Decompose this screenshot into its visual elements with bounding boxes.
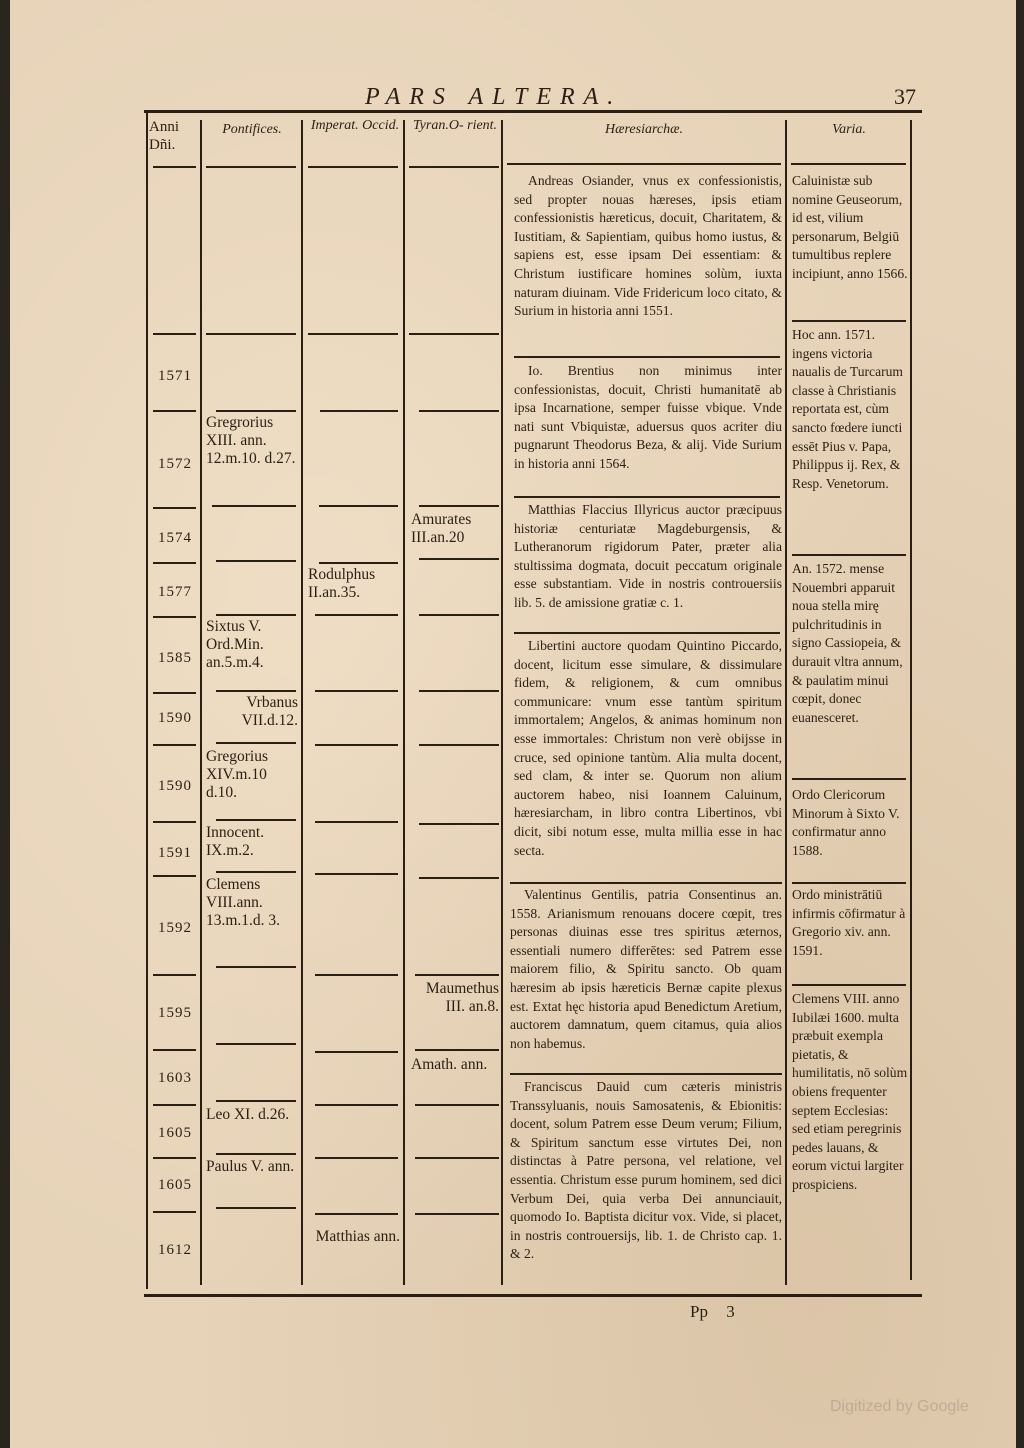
watermark: Digitized by Google: [830, 1398, 969, 1415]
header-haeresiarchae: Hæresiarchæ.: [605, 122, 683, 137]
row-rule: [419, 690, 499, 692]
year: 1585: [158, 650, 192, 666]
haeresiarcha-text: Andreas Osiander, vnus ex confessionistis, sed propter nouas hæreses, ipsis etiam confessionistis hæreticus, docuit, Charitatem, & Iustitiam, & Sapientiam, quibus homo iustus, & sapiens est, esse ipsam Dei essentiam: & Christum iustificare homines solùm, iuxta naturam diuinam. Vide Fridericum loco citato, & Surium in historia anni 1551.: [514, 173, 782, 319]
year: 1603: [158, 1070, 192, 1086]
row-rule: [153, 744, 196, 746]
tyrannus-entry: Amath. ann.: [411, 1056, 488, 1073]
row-rule: [419, 410, 499, 412]
row-rule: [216, 690, 296, 692]
row-rule: [315, 821, 398, 823]
row-rule: [319, 562, 398, 564]
year: 1612: [158, 1242, 192, 1258]
year: 1595: [158, 1005, 192, 1021]
header-imperat: Imperat. Occid.: [310, 118, 400, 133]
row-rule: [409, 333, 499, 335]
pontifex-entry: Vrbanus VII.d.12.: [241, 694, 298, 730]
row-rule: [419, 614, 499, 616]
row-rule: [216, 819, 296, 821]
row-rule: [153, 692, 196, 694]
row-rule: [153, 562, 196, 564]
row-rule: [153, 616, 196, 618]
haeresiarcha-entry: [514, 501, 782, 613]
varia-entry: Ordo Clericorum Minorum à Sixto V. confirmatur anno 1588.: [792, 787, 900, 858]
year: 1571: [158, 368, 192, 384]
signature-mark: Pp 3: [690, 1302, 735, 1321]
year: 1605: [158, 1177, 192, 1193]
row-rule: [319, 505, 398, 507]
col-divider: [200, 120, 202, 1285]
haeresiarcha-entry: [510, 886, 782, 1053]
entry-rule: [792, 778, 906, 780]
row-rule: [153, 410, 196, 412]
row-rule: [419, 558, 499, 560]
col-divider: [501, 120, 503, 1285]
header-anni: Anni Dñi.: [149, 119, 179, 153]
row-rule: [409, 166, 499, 168]
row-rule: [153, 1104, 196, 1106]
row-rule: [315, 1157, 398, 1159]
pontifex-entry: Sixtus V. Ord.Min. an.5.m.4.: [206, 618, 264, 672]
row-rule: [216, 871, 296, 873]
entry-rule: [514, 632, 780, 634]
col-divider: [301, 120, 303, 1285]
pontifex-entry: Paulus V. ann.: [206, 1158, 295, 1175]
entry-rule: [792, 984, 906, 986]
bottom-rule: [144, 1294, 922, 1297]
row-rule: [315, 873, 398, 875]
row-rule: [153, 821, 196, 823]
row-rule: [216, 1043, 296, 1045]
pontifex-entry: Clemens VIII.ann. 13.m.1.d. 3.: [206, 876, 281, 930]
entry-rule: [514, 496, 780, 498]
row-rule: [216, 1207, 296, 1209]
row-rule: [216, 560, 296, 562]
haeresiarcha-entry: [510, 1078, 782, 1264]
row-rule: [415, 1104, 499, 1106]
row-rule: [153, 333, 196, 335]
imperator-entry: Rodulphus II.an.35.: [308, 566, 376, 602]
row-rule: [206, 333, 296, 335]
row-rule: [153, 1211, 196, 1213]
entry-rule: [510, 882, 782, 884]
varia-entry: Caluinistæ sub nomine Geuseorum, id est, vilium personarum, Belgiū tumultibus replere incipiunt, anno 1566.: [792, 173, 908, 281]
year: 1590: [158, 710, 192, 726]
header-varia: Varia.: [832, 122, 866, 137]
row-rule: [308, 333, 398, 335]
entry-rule: [792, 554, 906, 556]
row-rule: [153, 1049, 196, 1051]
haeresiarcha-text: Franciscus Dauid cum cæteris ministris Transsyluanis, nouis Samosatenis, & Ebionitis: docent, solum Patrem esse Deum verum; Filium, & Spiritum sanctum esse virtutes Dei, non distinctas à Patre persona, vel relatione, vel essentia. Christum esse purum hominem, sed dici Verbum Dei, quia verba Dei annunciauit, quomodo Io. Baptista dicitur vox. Vide, si placet, in nostris controuersijs, lib. 1. de Christo cap. 1. & 2.: [510, 1079, 782, 1262]
imperator-entry: Matthias ann.: [315, 1228, 400, 1245]
year: 1577: [158, 584, 192, 600]
book-page: [10, 0, 1016, 1448]
row-rule: [153, 166, 196, 168]
row-rule: [419, 877, 499, 879]
row-rule: [315, 744, 398, 746]
haeresiarcha-entry: [514, 362, 782, 474]
varia-entry: Ordo ministrātiū infirmis cōfirmatur à Gregorio xiv. ann. 1591.: [792, 887, 906, 958]
row-rule: [415, 1157, 499, 1159]
varia-entry: Clemens VIII. anno Iubilæi 1600. multa præbuit exempla pietatis, & humilitatis, nō solùm obiens frequenter septem Ecclesias: sed etiam peregrinis pedes lauans, & eorum victui largiter prospiciens.: [792, 991, 908, 1192]
row-rule: [315, 974, 398, 976]
row-rule: [153, 507, 196, 509]
pontifex-entry: Gregrorius XIII. ann. 12.m.10. d.27.: [206, 414, 296, 468]
year: 1605: [158, 1125, 192, 1141]
row-rule: [791, 163, 906, 165]
row-rule: [216, 614, 296, 616]
row-rule: [216, 1100, 296, 1102]
row-rule: [419, 744, 499, 746]
year: 1590: [158, 778, 192, 794]
row-rule: [415, 1049, 499, 1051]
varia-entry: Hoc ann. 1571. ingens victoria naualis de Turcarum classe à Christianis reportata est, cùm sancto fœdere iuncti essēt Pius v. Papa, Philippus ij. Rex, & Resp. Venetorum.: [792, 327, 903, 491]
row-rule: [216, 966, 296, 968]
varia-entry: An. 1572. mense Nouembri apparuit noua stella mirę pulchritudinis in signo Cassiopeia, & durauit vltra annum, & paulatim minui cœpit, donec euanesceret.: [792, 561, 903, 725]
col-divider: [785, 120, 787, 1285]
entry-rule: [792, 320, 906, 322]
page-number: 37: [894, 84, 916, 109]
row-rule: [153, 875, 196, 877]
row-rule: [315, 1104, 398, 1106]
row-rule: [315, 614, 398, 616]
row-rule: [308, 166, 398, 168]
header-tyran: Tyran.O- rient.: [412, 118, 498, 133]
row-rule: [216, 742, 296, 744]
row-rule: [315, 690, 398, 692]
row-rule: [315, 1213, 398, 1215]
entry-rule: [792, 882, 906, 884]
row-rule: [320, 410, 398, 412]
row-rule: [216, 410, 296, 412]
haeresiarcha-text: Matthias Flaccius Illyricus auctor præcipuus historiæ centuriatæ Magdeburgensis, & Lutheranorum rigidorum Pater, præter alia stultissima dogmata, docuit peccatum originale esse substantiam. Vide in nostris controuersiis lib. 5. de amissione gratiæ c. 1.: [514, 502, 782, 610]
entry-rule: [514, 356, 780, 358]
col-divider: [403, 120, 405, 1285]
row-rule: [212, 505, 296, 507]
row-rule: [315, 1051, 398, 1053]
haeresiarcha-entry: [514, 172, 782, 321]
row-rule: [507, 163, 781, 165]
haeresiarcha-text: Io. Brentius non minimus inter confessionistas, docuit, Christi humanitatē ab ipsa Incarnatione, semper fuisse vbique. Vnde nati sunt Vbiquistæ, aduersus quos acriter diu pugnarunt Theodorus Beza, & alij. Vide Surium in historia anni 1564.: [514, 363, 782, 471]
pontifex-entry: Leo XI. d.26.: [206, 1106, 290, 1123]
year: 1572: [158, 456, 192, 472]
pontifex-entry: Gregorius XIV.m.10 d.10.: [206, 748, 268, 802]
haeresiarcha-text: Libertini auctore quodam Quintino Piccardo, docent, licitum esse simulare, & dissimulare fidem, & religionem, & cum omnibus communicare: vnum esse tantùm spiritum immortalem; Angelos, & animas hominum non esse immortales: Christum non verè obijsse in cruce, sed opinione tantùm. Alia multa docent, sed clam, & inter se. Quorum non alium auctorem habeo, nisi Ioannem Caluinum, hæresiarcham, in libro contra Libertinos, vbi dicit, sibi notum esse, multa millia esse in hac secta.: [514, 638, 782, 858]
haeresiarcha-entry: [514, 637, 782, 860]
running-head: PARS ALTERA.: [365, 84, 623, 110]
row-rule: [153, 974, 196, 976]
row-rule: [415, 974, 499, 976]
top-rule: [144, 110, 922, 113]
year: 1591: [158, 845, 192, 861]
row-rule: [419, 505, 499, 507]
row-rule: [415, 1213, 499, 1215]
entry-rule: [510, 1073, 782, 1075]
col-divider: [146, 113, 148, 1289]
year: 1574: [158, 530, 192, 546]
tyrannus-entry: Maumethus III. an.8.: [425, 980, 499, 1016]
tyrannus-entry: Amurates III.an.20: [411, 511, 472, 547]
col-divider: [910, 120, 912, 1280]
year: 1592: [158, 920, 192, 936]
row-rule: [153, 1157, 196, 1159]
row-rule: [206, 166, 296, 168]
haeresiarcha-text: Valentinus Gentilis, patria Consentinus an. 1558. Arianismum renouans docere cœpit, tres personas diuinas esse tres spiritus æternos, essentiali numero differētes: sed Patrem esse maiorem filio, & Spiritu sancto. Ob quam hæresim ab ipsis hæreticis Bernæ capite plexus est. Extat hęc historia apud Benedictum Aretium, auctorem damnatum, quem citamus, quia alios non habemus.: [510, 887, 782, 1051]
pontifex-entry: Innocent. IX.m.2.: [206, 824, 265, 860]
row-rule: [419, 823, 499, 825]
row-rule: [216, 1153, 296, 1155]
header-pontifices: Pontifices.: [222, 122, 282, 137]
